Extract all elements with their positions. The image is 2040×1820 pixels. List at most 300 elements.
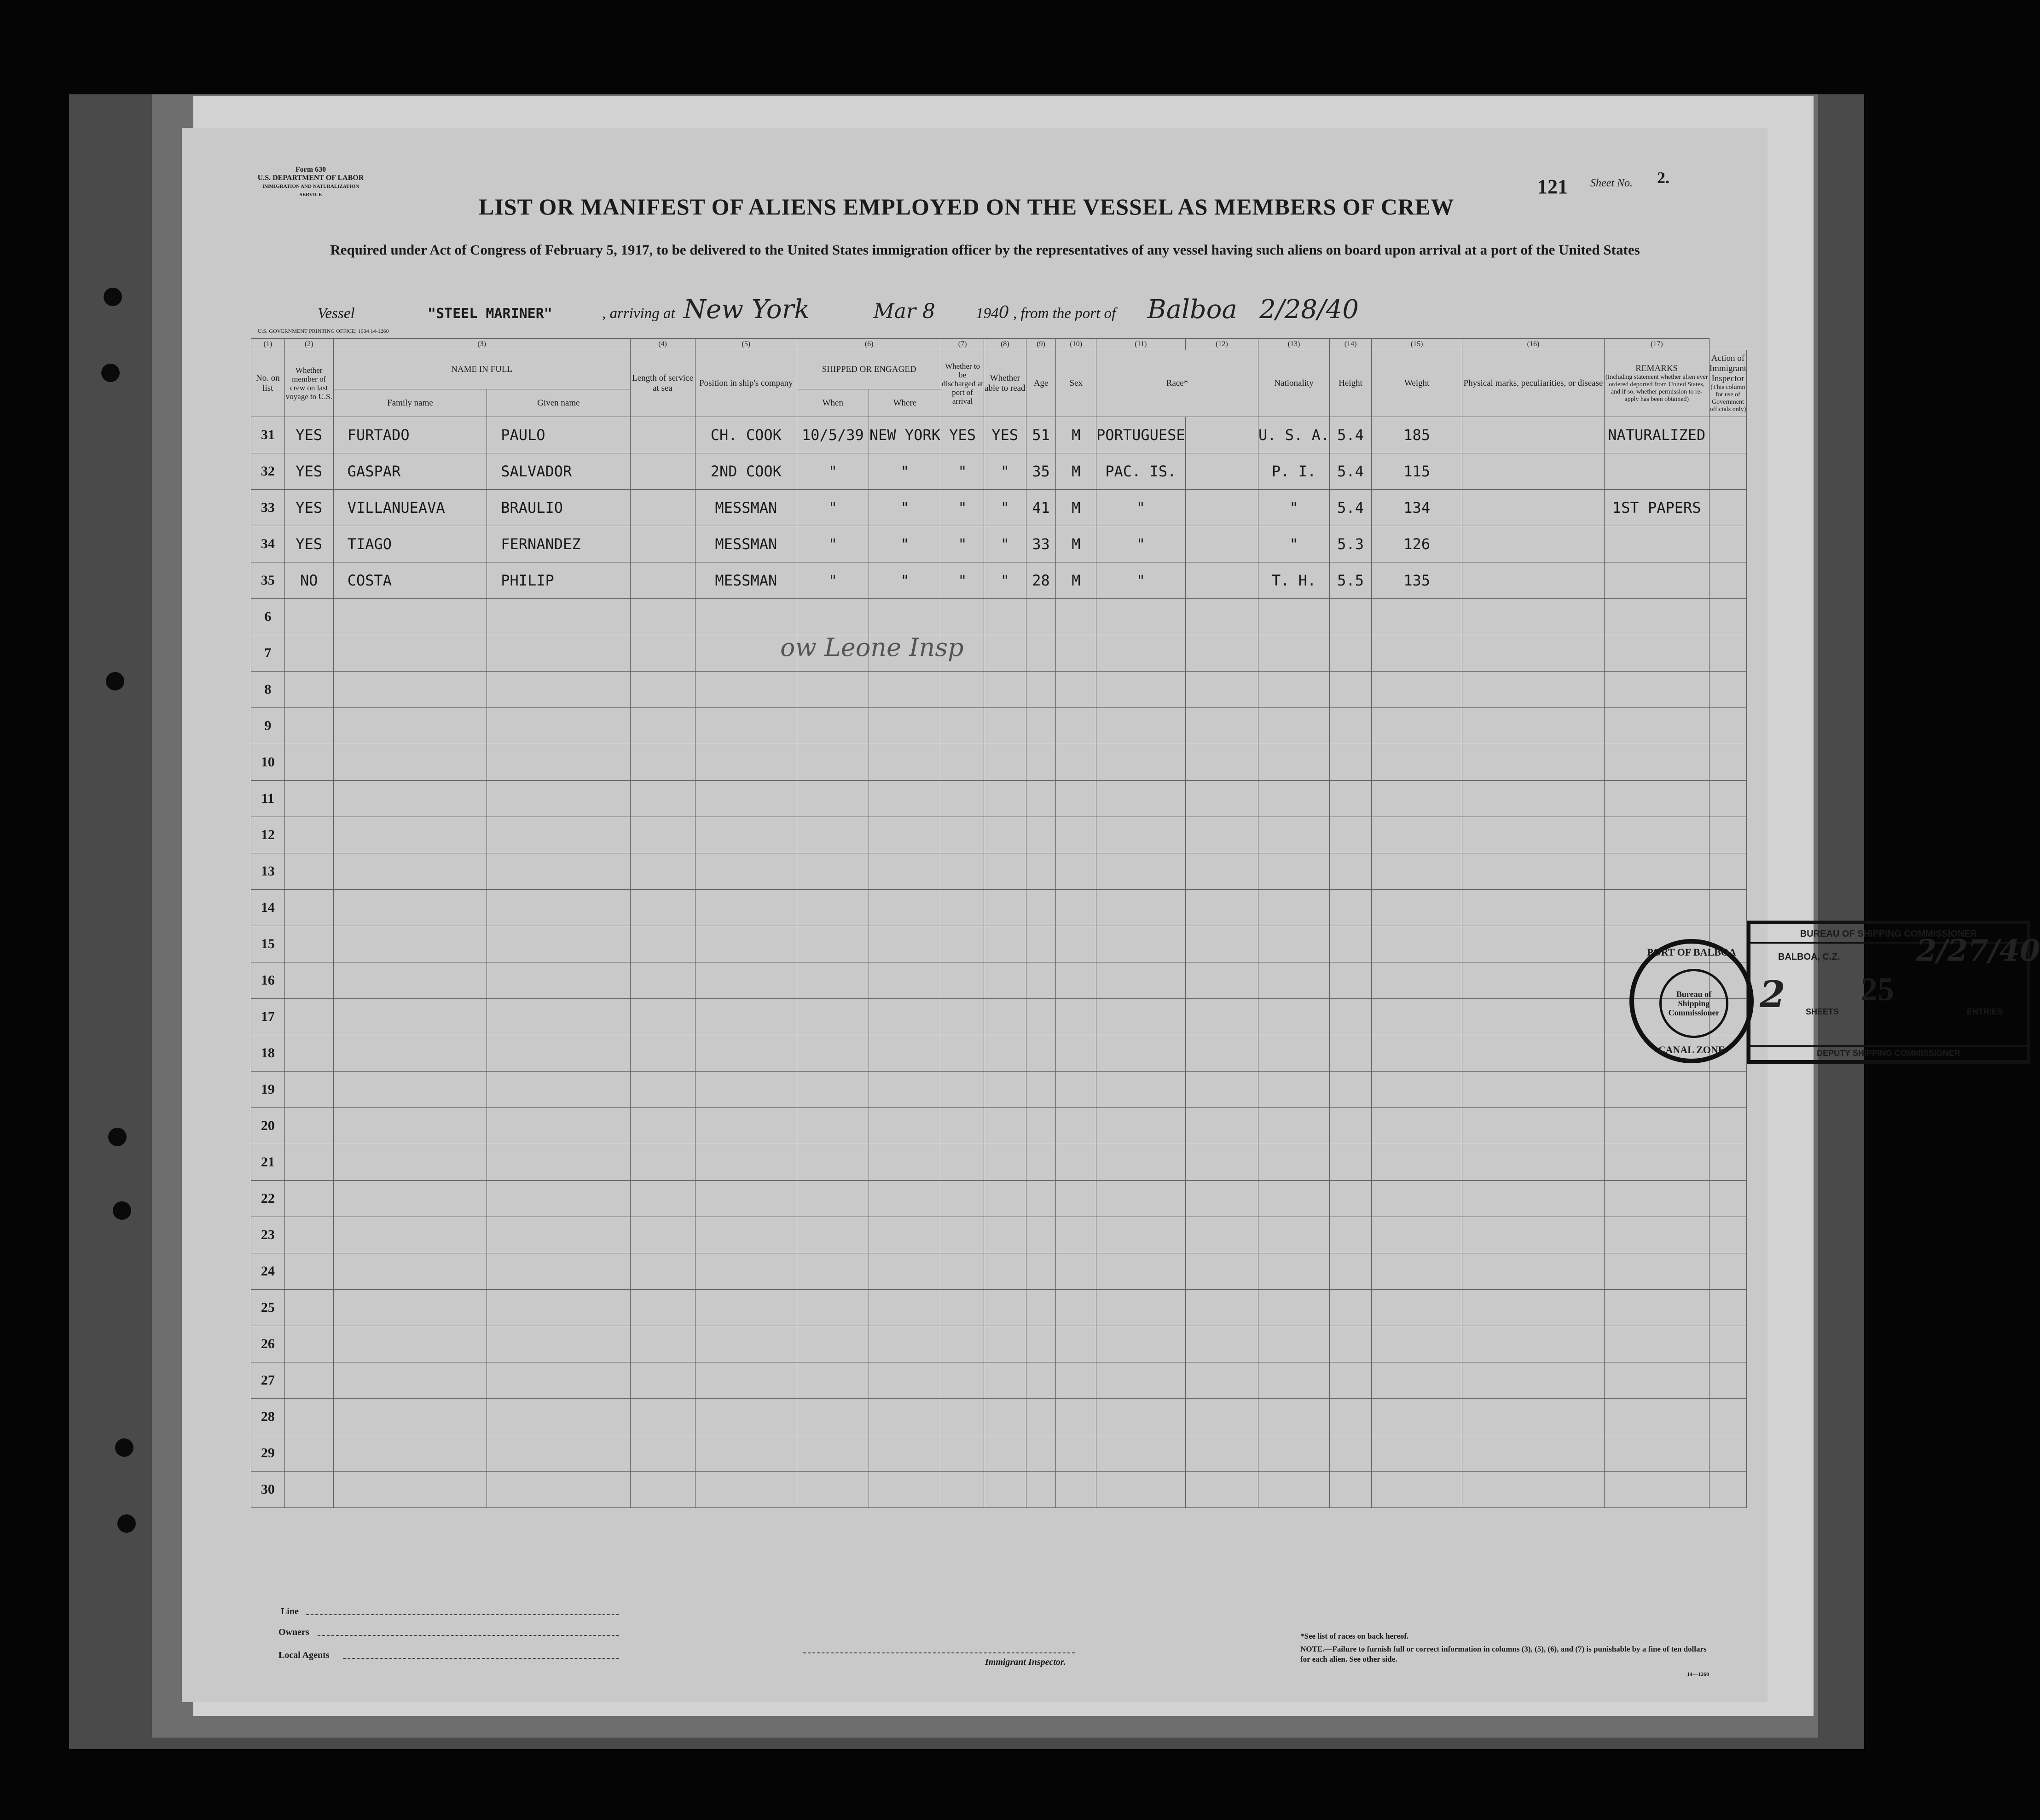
cell-empty — [695, 781, 797, 817]
cell-empty — [1372, 1144, 1462, 1181]
row-number: 24 — [251, 1253, 285, 1290]
cell-empty — [1462, 1435, 1604, 1472]
cell-empty — [797, 1072, 869, 1108]
cell-empty — [1372, 1399, 1462, 1435]
cell-family: GASPAR — [333, 453, 487, 490]
cell-empty — [1709, 1326, 1746, 1362]
cell-empty — [1185, 781, 1258, 817]
table-row — [251, 526, 1747, 562]
cell-empty — [1096, 599, 1186, 635]
cell-empty — [869, 1072, 941, 1108]
cell-empty — [941, 1144, 984, 1181]
punch-hole — [115, 1438, 133, 1457]
cell-empty — [333, 1072, 487, 1108]
cell-empty — [630, 890, 695, 926]
cell-nationality: " — [1258, 490, 1329, 526]
cell-empty — [869, 744, 941, 781]
cell-empty — [630, 1072, 695, 1108]
cell-empty — [1604, 1072, 1709, 1108]
cell-empty — [1604, 1108, 1709, 1144]
cell-empty — [1026, 999, 1056, 1035]
cell-empty — [984, 1435, 1026, 1472]
footer-owners-field — [318, 1635, 619, 1636]
cell-empty — [630, 1362, 695, 1399]
cell-empty — [630, 526, 695, 562]
cell-empty — [797, 1253, 869, 1290]
cell-empty — [1185, 1399, 1258, 1435]
cell-empty — [1372, 1326, 1462, 1362]
manifest-table-area — [251, 338, 2040, 1574]
cell-empty — [630, 1435, 695, 1472]
cell-empty — [1462, 1144, 1604, 1181]
cell-read: " — [984, 490, 1026, 526]
cell-empty — [869, 1144, 941, 1181]
cell-empty — [797, 708, 869, 744]
cell-empty — [1462, 744, 1604, 781]
cell-race: PAC. IS. — [1096, 453, 1186, 490]
cell-empty — [1258, 1181, 1329, 1217]
cell-empty — [695, 672, 797, 708]
cell-crew: YES — [284, 526, 333, 562]
cell-nationality: U. S. A. — [1258, 417, 1329, 453]
cell-empty — [1185, 708, 1258, 744]
cell-empty — [487, 672, 630, 708]
cell-empty — [1258, 1108, 1329, 1144]
header-nationality: Nationality — [1258, 350, 1329, 417]
cell-discharged: " — [941, 453, 984, 490]
cell-empty — [1604, 781, 1709, 817]
cell-empty — [695, 962, 797, 999]
cell-empty — [1026, 1326, 1056, 1362]
cell-crew: NO — [284, 562, 333, 599]
cell-empty — [941, 1362, 984, 1399]
cell-empty — [1372, 817, 1462, 853]
cell-empty — [1026, 1181, 1056, 1217]
cell-empty — [333, 890, 487, 926]
subtitle: Required under Act of Congress of February 5, 1917, to be delivered to the United States immigration officer by the representatives of any vessel having such aliens on board upon arrival at a port of the United States — [330, 242, 1640, 258]
cell-empty — [630, 817, 695, 853]
table-row — [251, 890, 1747, 926]
cell-empty — [984, 1290, 1026, 1326]
cell-position: MESSMAN — [695, 490, 797, 526]
cell-empty — [1372, 1181, 1462, 1217]
cell-empty — [1258, 781, 1329, 817]
cell-empty — [1185, 1144, 1258, 1181]
colnum: (16) — [1462, 339, 1604, 350]
row-number: 6 — [251, 599, 285, 635]
table-row — [251, 1217, 1747, 1253]
header-family: Family name — [333, 389, 487, 417]
cell-empty — [1330, 1399, 1372, 1435]
cell-empty — [1096, 708, 1186, 744]
cell-empty — [487, 1144, 630, 1181]
cell-empty — [1185, 1362, 1258, 1399]
footer-agents-field — [343, 1658, 619, 1659]
cell-family: TIAGO — [333, 526, 487, 562]
cell-empty — [1604, 1253, 1709, 1290]
cell-empty — [630, 490, 695, 526]
cell-empty — [1258, 999, 1329, 1035]
manifest-table — [251, 338, 1747, 1508]
cell-empty — [1462, 817, 1604, 853]
cell-remarks — [1604, 453, 1709, 490]
cell-empty — [941, 890, 984, 926]
cell-empty — [1330, 817, 1372, 853]
cell-empty — [1026, 781, 1056, 817]
cell-empty — [630, 599, 695, 635]
cell-empty — [1258, 817, 1329, 853]
cell-empty — [1330, 1253, 1372, 1290]
cell-empty — [984, 1472, 1026, 1508]
cell-empty — [1709, 453, 1746, 490]
cell-empty — [333, 1181, 487, 1217]
cell-empty — [1258, 744, 1329, 781]
cell-empty — [1185, 1472, 1258, 1508]
cell-empty — [695, 1253, 797, 1290]
cell-empty — [1372, 999, 1462, 1035]
cell-empty — [487, 999, 630, 1035]
cell-empty — [1330, 1326, 1372, 1362]
cell-empty — [1462, 962, 1604, 999]
cell-empty — [1709, 1072, 1746, 1108]
cell-empty — [1258, 1326, 1329, 1362]
row-number: 22 — [251, 1181, 285, 1217]
cell-sex: M — [1056, 490, 1096, 526]
cell-empty — [1096, 1362, 1186, 1399]
cell-weight: 135 — [1372, 562, 1462, 599]
cell-empty — [487, 1217, 630, 1253]
cell-empty — [984, 1181, 1026, 1217]
colnum: (11) — [1096, 339, 1186, 350]
cell-given: PHILIP — [487, 562, 630, 599]
cell-family: FURTADO — [333, 417, 487, 453]
cell-empty — [487, 1253, 630, 1290]
cell-empty — [1709, 1217, 1746, 1253]
cell-empty — [1026, 1144, 1056, 1181]
punch-hole — [104, 288, 122, 306]
header-crew: Whether member of crew on last voyage to U.S. — [284, 350, 333, 417]
stamp-place: BALBOA, C.Z. — [1778, 952, 1840, 962]
colnum: (9) — [1026, 339, 1056, 350]
cell-empty — [941, 962, 984, 999]
cell-empty — [1185, 635, 1258, 672]
cell-empty — [1026, 1399, 1056, 1435]
cell-empty — [984, 817, 1026, 853]
cell-empty — [1330, 1035, 1372, 1072]
row-number: 20 — [251, 1108, 285, 1144]
page-number: 121 — [1537, 175, 1568, 198]
cell-sex: M — [1056, 526, 1096, 562]
row-number: 28 — [251, 1399, 285, 1435]
cell-empty — [984, 1072, 1026, 1108]
cell-empty — [1330, 1290, 1372, 1326]
cell-empty — [1056, 1290, 1096, 1326]
cell-empty — [869, 599, 941, 635]
action-note: (This column for use of Government officials only) — [1710, 384, 1746, 413]
colnum: (17) — [1604, 339, 1709, 350]
cell-empty — [1185, 562, 1258, 599]
cell-empty — [1372, 635, 1462, 672]
header-weight: Weight — [1372, 350, 1462, 417]
header-shipped: SHIPPED OR ENGAGED — [797, 350, 941, 389]
cell-empty — [630, 744, 695, 781]
cell-empty — [869, 1435, 941, 1472]
cell-empty — [1372, 1035, 1462, 1072]
cell-empty — [284, 708, 333, 744]
colnum: (6) — [797, 339, 941, 350]
cell-empty — [1056, 890, 1096, 926]
cell-race: " — [1096, 490, 1186, 526]
row-number: 26 — [251, 1326, 285, 1362]
cell-empty — [1709, 1472, 1746, 1508]
cell-empty — [1372, 781, 1462, 817]
cell-empty — [1372, 890, 1462, 926]
cell-empty — [1372, 1435, 1462, 1472]
cell-empty — [487, 744, 630, 781]
cell-empty — [1372, 962, 1462, 999]
cell-when: 10/5/39 — [797, 417, 869, 453]
cell-empty — [1462, 1290, 1604, 1326]
cell-empty — [1026, 1435, 1056, 1472]
punch-hole — [113, 1201, 131, 1220]
cell-empty — [1258, 962, 1329, 999]
cell-empty — [1258, 1253, 1329, 1290]
cell-remarks — [1604, 526, 1709, 562]
cell-empty — [941, 1035, 984, 1072]
inspector-signature-field — [803, 1652, 1075, 1653]
cell-when: " — [797, 490, 869, 526]
cell-empty — [487, 1290, 630, 1326]
row-number: 16 — [251, 962, 285, 999]
cell-empty — [695, 744, 797, 781]
cell-given: FERNANDEZ — [487, 526, 630, 562]
cell-empty — [1462, 635, 1604, 672]
cell-empty — [1462, 599, 1604, 635]
cell-empty — [797, 781, 869, 817]
table-row — [251, 817, 1747, 853]
cell-age: 35 — [1026, 453, 1056, 490]
row-number: 27 — [251, 1362, 285, 1399]
table-row — [251, 1399, 1747, 1435]
row-number: 32 — [251, 453, 285, 490]
cell-empty — [487, 853, 630, 890]
cell-empty — [1258, 635, 1329, 672]
cell-sex: M — [1056, 453, 1096, 490]
cell-empty — [869, 1472, 941, 1508]
cell-empty — [1096, 1472, 1186, 1508]
row-number: 21 — [251, 1144, 285, 1181]
cell-empty — [630, 1181, 695, 1217]
cell-empty — [487, 1181, 630, 1217]
cell-empty — [333, 1399, 487, 1435]
cell-empty — [284, 962, 333, 999]
stamp-title: BUREAU OF SHIPPING COMMISSIONER — [1750, 929, 2027, 944]
cell-empty — [1462, 417, 1604, 453]
cell-empty — [1330, 1362, 1372, 1399]
cell-empty — [1185, 417, 1258, 453]
cell-empty — [1096, 926, 1186, 962]
row-number: 17 — [251, 999, 285, 1035]
cell-empty — [1462, 1181, 1604, 1217]
cell-empty — [1330, 1435, 1372, 1472]
cell-empty — [1462, 926, 1604, 962]
cell-empty — [1185, 744, 1258, 781]
cell-empty — [487, 781, 630, 817]
cell-empty — [941, 1435, 984, 1472]
form-number: Form 630 — [295, 166, 326, 174]
cell-empty — [1604, 1181, 1709, 1217]
cell-empty — [869, 817, 941, 853]
cell-empty — [1096, 817, 1186, 853]
cell-empty — [1096, 1035, 1186, 1072]
table-row — [251, 1035, 1747, 1072]
cell-empty — [984, 635, 1026, 672]
cell-empty — [284, 1435, 333, 1472]
cell-empty — [1462, 490, 1604, 526]
cell-empty — [1056, 781, 1096, 817]
table-row — [251, 417, 1747, 453]
vessel-name: "STEEL MARINER" — [427, 306, 552, 322]
cell-empty — [1258, 1144, 1329, 1181]
cell-empty — [1185, 853, 1258, 890]
cell-empty — [1709, 599, 1746, 635]
cell-empty — [333, 781, 487, 817]
cell-read: " — [984, 526, 1026, 562]
cell-empty — [1258, 1035, 1329, 1072]
cell-empty — [1056, 708, 1096, 744]
cell-empty — [333, 817, 487, 853]
cell-empty — [695, 1290, 797, 1326]
table-row — [251, 708, 1747, 744]
cell-empty — [1056, 962, 1096, 999]
cell-empty — [1026, 744, 1056, 781]
colnum: (15) — [1372, 339, 1462, 350]
cell-empty — [695, 1217, 797, 1253]
cell-empty — [1056, 1035, 1096, 1072]
cell-empty — [869, 999, 941, 1035]
cell-empty — [984, 1326, 1026, 1362]
cell-empty — [1604, 1290, 1709, 1326]
header-physical: Physical marks, peculiarities, or disease — [1462, 350, 1604, 417]
cell-empty — [630, 1399, 695, 1435]
cell-empty — [695, 1435, 797, 1472]
cell-empty — [1330, 890, 1372, 926]
cell-empty — [333, 1435, 487, 1472]
cell-empty — [1056, 1472, 1096, 1508]
cell-empty — [1462, 1399, 1604, 1435]
table-row — [251, 1290, 1747, 1326]
cell-empty — [984, 744, 1026, 781]
cell-empty — [1026, 1035, 1056, 1072]
cell-empty — [984, 1144, 1026, 1181]
row-number: 18 — [251, 1035, 285, 1072]
remarks-note: (Including statement whether alien ever ordered deported from United States, and if so, whether permission to re-apply has been obtained) — [1605, 374, 1708, 403]
cell-empty — [630, 999, 695, 1035]
cell-empty — [1026, 962, 1056, 999]
cell-where: " — [869, 490, 941, 526]
cell-empty — [630, 1035, 695, 1072]
cell-empty — [1185, 1181, 1258, 1217]
cell-crew: YES — [284, 490, 333, 526]
cell-empty — [1185, 1217, 1258, 1253]
header-read: Whether able to read — [984, 350, 1026, 417]
cell-empty — [1258, 1435, 1329, 1472]
cell-height: 5.4 — [1330, 417, 1372, 453]
row-number: 7 — [251, 635, 285, 672]
cell-empty — [1604, 890, 1709, 926]
cell-empty — [284, 890, 333, 926]
cell-empty — [984, 890, 1026, 926]
cell-empty — [1604, 1472, 1709, 1508]
cell-empty — [1604, 1399, 1709, 1435]
cell-empty — [1709, 635, 1746, 672]
cell-empty — [284, 1035, 333, 1072]
from-port: Balboa — [1147, 295, 1237, 325]
cell-empty — [1096, 744, 1186, 781]
cell-empty — [1462, 453, 1604, 490]
cell-empty — [1026, 1472, 1056, 1508]
cell-empty — [941, 1217, 984, 1253]
cell-empty — [695, 1362, 797, 1399]
cell-empty — [695, 853, 797, 890]
cell-position: MESSMAN — [695, 562, 797, 599]
cell-empty — [1096, 1290, 1186, 1326]
department: U.S. DEPARTMENT OF LABOR — [257, 174, 364, 182]
cell-empty — [1709, 1290, 1746, 1326]
cell-empty — [333, 1108, 487, 1144]
cell-empty — [1604, 672, 1709, 708]
cell-empty — [869, 1108, 941, 1144]
remarks-title: REMARKS — [1635, 364, 1678, 373]
cell-empty — [630, 962, 695, 999]
cell-where: " — [869, 526, 941, 562]
cell-weight: 134 — [1372, 490, 1462, 526]
cell-empty — [1709, 562, 1746, 599]
row-number: 25 — [251, 1290, 285, 1326]
cell-empty — [630, 1290, 695, 1326]
colnum: (5) — [695, 339, 797, 350]
year-digit: 0 — [998, 303, 1009, 322]
table-row — [251, 1435, 1747, 1472]
colnum: (12) — [1185, 339, 1258, 350]
table-row — [251, 999, 1747, 1035]
cell-empty — [630, 1326, 695, 1362]
cell-empty — [1372, 1108, 1462, 1144]
cell-empty — [284, 672, 333, 708]
cell-empty — [797, 817, 869, 853]
sheet-label: Sheet No. — [1590, 177, 1633, 189]
stamp-number: 25 — [1861, 971, 1894, 1008]
seal-center: Bureau of Shipping Commissioner — [1659, 969, 1728, 1038]
table-row — [251, 1472, 1747, 1508]
cell-empty — [1056, 1326, 1096, 1362]
column-number-row — [251, 339, 1747, 350]
cell-empty — [695, 1472, 797, 1508]
cell-empty — [941, 853, 984, 890]
row-number: 8 — [251, 672, 285, 708]
cell-empty — [1056, 599, 1096, 635]
cell-empty — [630, 672, 695, 708]
cell-empty — [941, 999, 984, 1035]
cell-empty — [1330, 999, 1372, 1035]
cell-empty — [1604, 817, 1709, 853]
cell-age: 41 — [1026, 490, 1056, 526]
cell-empty — [797, 744, 869, 781]
cell-empty — [1258, 708, 1329, 744]
cell-empty — [630, 453, 695, 490]
cell-when: " — [797, 526, 869, 562]
cell-empty — [284, 1472, 333, 1508]
